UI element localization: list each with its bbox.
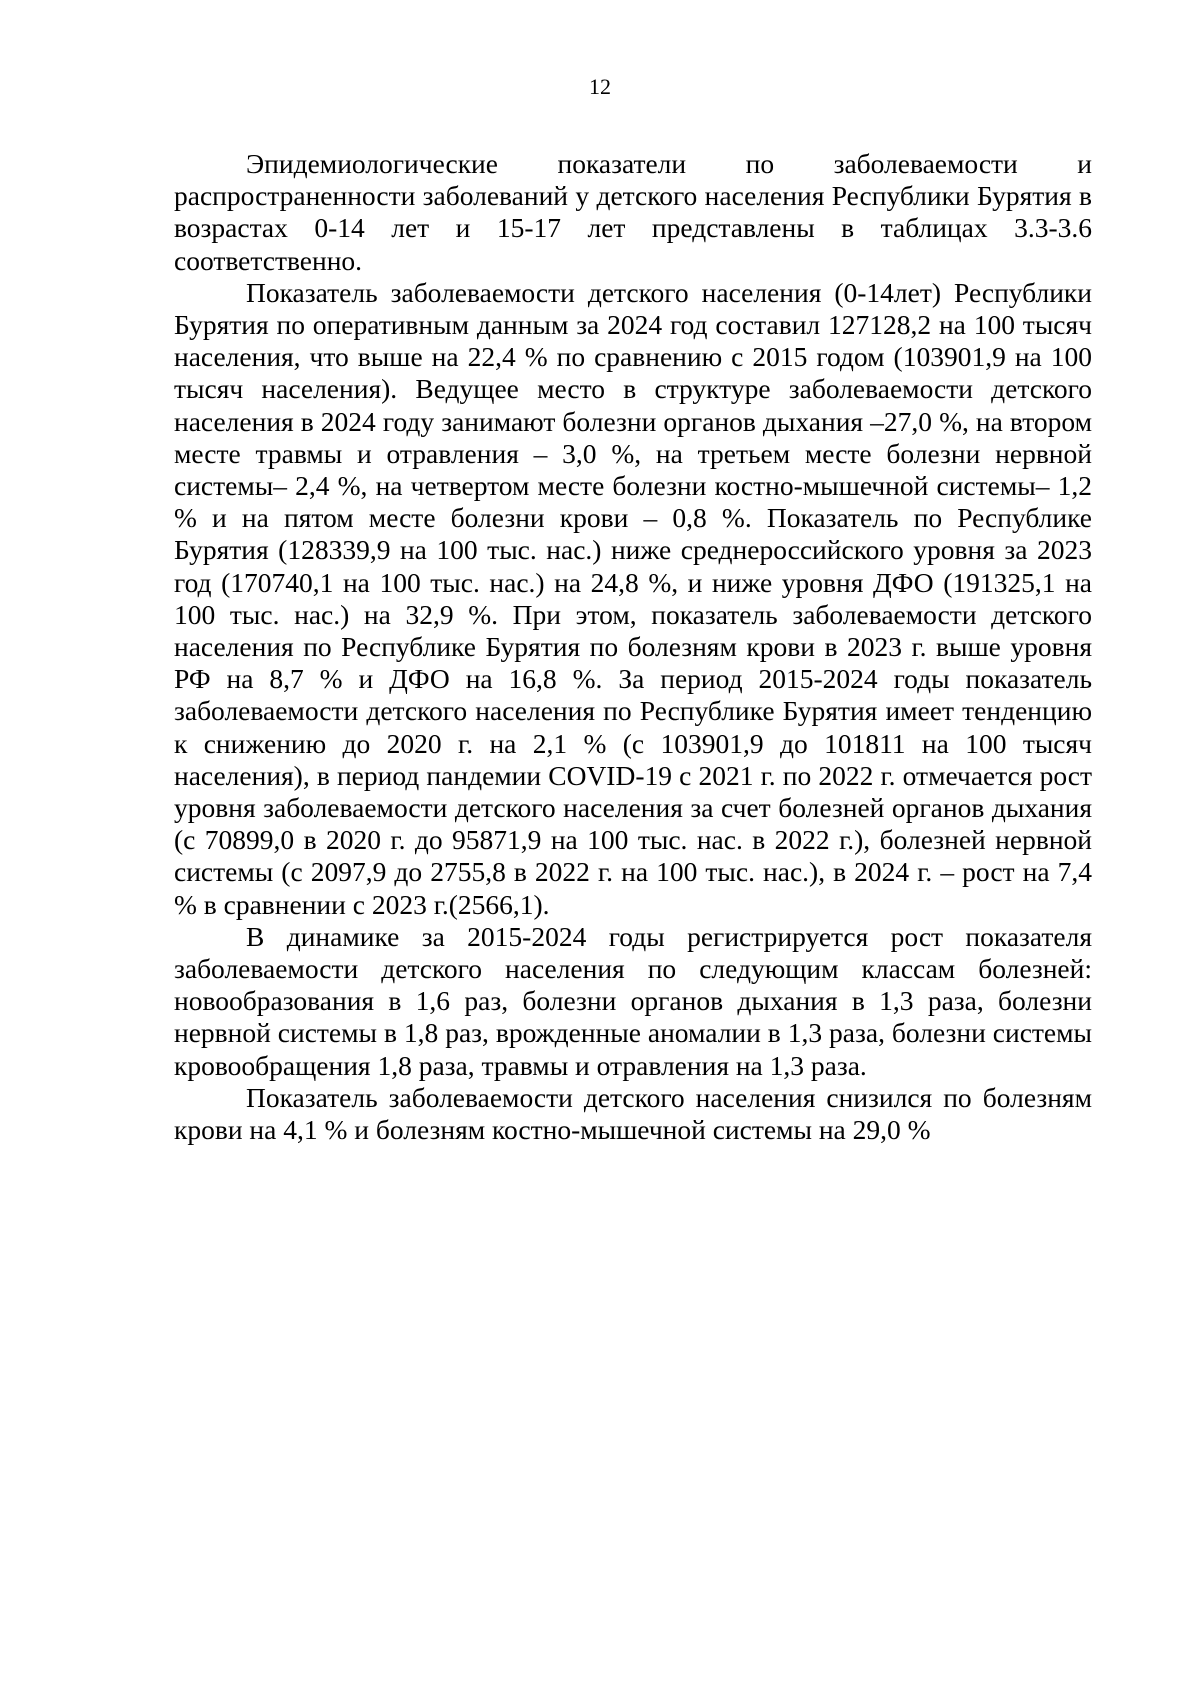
paragraph-decrease: Показатель заболеваемости детского населения снизился по болезням крови на 4,1 % и болезням костно-мышечной системы на 29,0 % bbox=[174, 1081, 1092, 1146]
paragraph-morbidity-rate: Показатель заболеваемости детского населения (0-14лет) Республики Бурятия по оперативным данным за 2024 год составил 127128,2 на 100 тысяч населения, что выше на 22,4 % по сравнению с 2015 годом (103901,9 на 100 тысяч населения). Ведущее место в структуре заболеваемости детского населения в 2024 году занимают болезни органов дыхания –27,0 %, на втором месте травмы и отравления – 3,0 %, на третьем месте болезни нервной системы– 2,4 %, на четвертом месте болезни костно-мышечной системы– 1,2 % и на пятом месте болезни крови – 0,8 %. Показатель по Республике Бурятия (128339,9 на 100 тыс. нас.) ниже среднероссийского уровня за 2023 год (170740,1 на 100 тыс. нас.) на 24,8 %, и ниже уровня ДФО (191325,1 на 100 тыс. нас.) на 32,9 %. При этом, показатель заболеваемости детского населения по Республике Бурятия по болезням крови в 2023 г. выше уровня РФ на 8,7 % и ДФО на 16,8 %. За период 2015-2024 годы показатель заболеваемости детского населения по Республике Бурятия имеет тенденцию к снижению до 2020 г. на 2,1 % (с 103901,9 до 101811 на 100 тысяч населения), в период пандемии COVID-19 с 2021 г. по 2022 г. отмечается рост уровня заболеваемости детского населения за счет болезней органов дыхания (с 70899,0 в 2020 г. до 95871,9 на 100 тыс. нас. в 2022 г.), болезней нервной системы (с 2097,9 до 2755,8 в 2022 г. на 100 тыс. нас.), в 2024 г. – рост на 7,4 % в сравнении с 2023 г.(2566,1). bbox=[174, 276, 1092, 920]
page-number: 12 bbox=[589, 74, 611, 99]
paragraph-epidemiological-indicators: Эпидемиологические показатели по заболеваемости и распространенности заболеваний у детского населения Республики Бурятия в возрастах 0-14 лет и 15-17 лет представлены в таблицах 3.3-3.6 соответственно. bbox=[174, 148, 1092, 276]
paragraph-dynamics-growth: В динамике за 2015-2024 годы регистрируется рост показателя заболеваемости детского населения по следующим классам болезней: новообразования в 1,6 раз, болезни органов дыхания в 1,3 раза, болезни нервной системы в 1,8 раз, врожденные аномалии в 1,3 раза, болезни системы кровообращения 1,8 раза, травмы и отравления на 1,3 раза. bbox=[174, 920, 1092, 1081]
document-body bbox=[174, 148, 1092, 1146]
